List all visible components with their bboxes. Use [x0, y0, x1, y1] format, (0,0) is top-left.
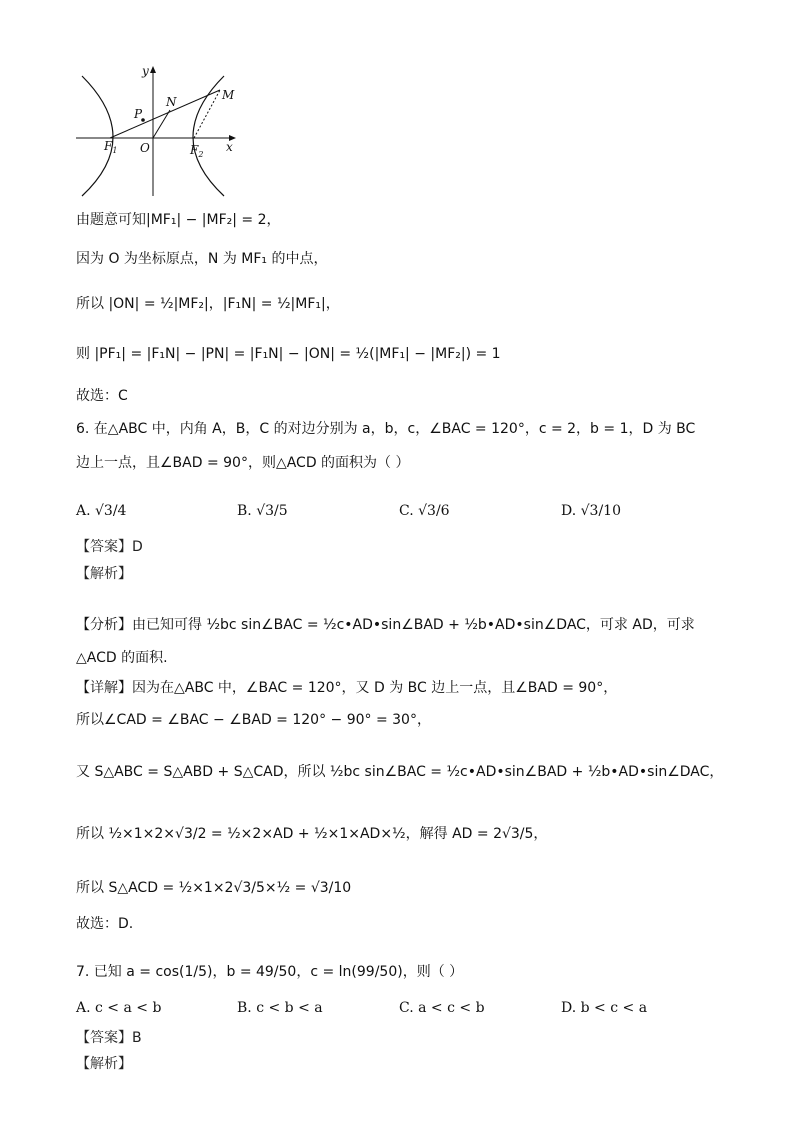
- q6-answer: 【答案】D: [76, 539, 143, 555]
- q6-detail-line-1: 【详解】因为在△ABC 中，∠BAC = 120°，又 D 为 BC 边上一点，且∠BAD = 90°，: [76, 680, 618, 696]
- label-n: N: [166, 95, 177, 109]
- q6-analysis-line-1: 【分析】由已知可得 ½bc sin∠BAC = ½c•AD•sin∠BAD + ½b•AD•sin∠DAC，可求 AD，可求: [76, 617, 695, 633]
- q7-option-d: D. b < c < a: [561, 1000, 648, 1016]
- q6-analysis-heading: 【解析】: [76, 566, 132, 582]
- label-f2: $F_2$: [190, 143, 204, 159]
- q6-option-b: B. √3/5: [237, 503, 288, 519]
- hyperbola-left-branch: [82, 76, 113, 196]
- text-line-5: 故选：C: [76, 388, 128, 404]
- label-m: M: [222, 88, 235, 102]
- q6-detail-line-6: 故选：D.: [76, 916, 134, 932]
- question-7: 7. 已知 a = cos(1/5)，b = 49/50，c = ln(99/50)，则（ ）: [76, 964, 464, 980]
- q6-option-a: A. √3/4: [76, 503, 127, 519]
- q6-option-d: D. √3/10: [561, 503, 621, 519]
- q7-analysis-heading: 【解析】: [76, 1056, 132, 1072]
- hyperbola-figure: [74, 62, 244, 198]
- label-y: y: [142, 64, 149, 78]
- y-axis-arrow: [150, 66, 156, 73]
- q6-option-c: C. √3/6: [399, 503, 450, 519]
- label-x: x: [226, 140, 233, 154]
- text-line-3: 所以 |ON| = ½|MF₂|，|F₁N| = ½|MF₁|，: [76, 296, 340, 312]
- q6-detail-line-4: 所以 ½×1×2×√3/2 = ½×2×AD + ½×1×AD×½，解得 AD = 2√3/5，: [76, 826, 548, 842]
- q7-option-a: A. c < a < b: [76, 1000, 162, 1016]
- q6-analysis-line-2: △ACD 的面积.: [76, 650, 168, 666]
- q6-detail-line-2: 所以∠CAD = ∠BAC − ∠BAD = 120° − 90° = 30°，: [76, 712, 431, 728]
- text-line-1: 由题意可知|MF₁| − |MF₂| = 2，: [76, 212, 281, 228]
- q7-answer: 【答案】B: [76, 1030, 142, 1046]
- hyperbola-right-branch: [193, 76, 224, 196]
- label-p: P: [134, 107, 143, 121]
- text-line-2: 因为 O 为坐标原点，N 为 MF₁ 的中点，: [76, 251, 328, 267]
- question-6-line-1: 6. 在△ABC 中，内角 A，B，C 的对边分别为 a，b，c，∠BAC = 120°，c = 2，b = 1，D 为 BC: [76, 421, 696, 437]
- label-o: O: [140, 141, 150, 155]
- question-6-line-2: 边上一点，且∠BAD = 90°，则△ACD 的面积为（ ）: [76, 455, 410, 471]
- text-line-4: 则 |PF₁| = |F₁N| − |PN| = |F₁N| − |ON| = ½(|MF₁| − |MF₂|) = 1: [76, 346, 501, 362]
- q7-option-c: C. a < c < b: [399, 1000, 485, 1016]
- q6-detail-line-3: 又 S△ABC = S△ABD + S△CAD，所以 ½bc sin∠BAC = ½c•AD•sin∠BAD + ½b•AD•sin∠DAC，: [76, 764, 724, 780]
- q7-option-b: B. c < b < a: [237, 1000, 323, 1016]
- segment-o-n: [153, 110, 170, 138]
- label-f1: $F_1$: [104, 139, 118, 155]
- segment-f1-m: [110, 90, 220, 138]
- q6-detail-line-5: 所以 S△ACD = ½×1×2√3/5×½ = √3/10: [76, 880, 352, 896]
